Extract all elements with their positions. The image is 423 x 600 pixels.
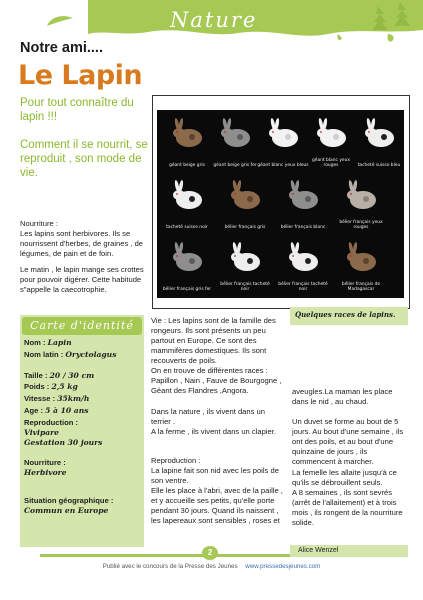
rabbit-photo-cell xyxy=(161,174,213,230)
identity-field xyxy=(24,458,142,478)
right-paragraph-2: Un duvet se forme au bout de 5 jours. Au bout d'une semaine , ils ont des poils, et au bout d'une quinzaine de jours , ils commencent à marcher. xyxy=(292,417,404,466)
footer-rule xyxy=(40,554,290,557)
identity-field-value: Lapin xyxy=(47,338,72,347)
rabbit-photo-cell xyxy=(219,174,271,230)
footer-credit xyxy=(0,563,423,570)
kicker: Notre ami.... xyxy=(20,40,103,56)
identity-field-key: Situation géographique : xyxy=(24,496,114,505)
rabbit-breed-label: tacheté suisse noir xyxy=(166,225,208,230)
identity-field-key: Reproduction : xyxy=(24,418,78,427)
identity-field xyxy=(24,338,142,348)
identity-field-value: Oryctolagus xyxy=(65,350,117,359)
footer-link[interactable]: www.pressedesjeunes.com xyxy=(245,563,321,570)
identity-field xyxy=(24,371,142,381)
rabbit-breed-label: bélier français tacheté noir xyxy=(220,282,270,292)
rabbit-breeds-photo xyxy=(152,95,410,309)
rabbit-breed-label: bélier français gris xyxy=(224,225,266,230)
rabbit-photo-cell xyxy=(209,112,261,168)
rabbit-icon xyxy=(287,180,321,210)
identity-field-key: Nom latin : xyxy=(24,350,66,359)
rabbit-photo-cell xyxy=(161,236,213,292)
matin-text: Le matin , le lapin mange ses crottes pour pouvoir digérer. Cette habitude s"appelle la caecotrophie. xyxy=(20,265,144,294)
identity-card-header xyxy=(22,317,142,335)
section-title: Nature xyxy=(170,8,258,32)
identity-field-key: Age : xyxy=(24,406,46,415)
identity-field-value: Commun en Europe xyxy=(24,506,109,515)
page-number: 2 xyxy=(207,548,213,557)
rabbit-photo-cell xyxy=(257,112,309,168)
identity-field-value: Herbivore xyxy=(24,468,67,477)
rabbit-photo-cell xyxy=(335,236,387,292)
identity-field-key: Vitesse : xyxy=(24,394,58,403)
identity-field xyxy=(24,496,142,516)
identity-field xyxy=(24,382,142,392)
vie-paragraph: Vie : Les lapins sont de la famille des rongeurs. Ils sont présents un peu partout en Europe. Ce sont des mammifères domestiques. Ils sont recouverts de poils. xyxy=(151,316,276,365)
identity-field-key: Nourriture : xyxy=(24,458,66,467)
identity-field-value: 5 à 10 ans xyxy=(45,406,89,415)
page-title: Le Lapin xyxy=(18,60,143,91)
rabbit-icon xyxy=(229,180,263,210)
nature-paragraph: Dans la nature , ils vivent dans un terrier . A la ferme , ils vivent dans un clapier. xyxy=(151,407,276,436)
rabbit-photo-cell xyxy=(277,174,329,230)
rabbit-photo-cell xyxy=(353,112,405,168)
identity-field-value: Vivipare Gestation 30 jours xyxy=(24,428,103,447)
footer-credit-text: Publié avec le concours de la Presse des Jeunes xyxy=(102,563,238,570)
identity-card-title: Carte d'identité xyxy=(30,319,134,332)
right-paragraph-1: aveugles.La maman les place dans le nid , au chaud. xyxy=(292,387,393,406)
races-paragraph: On en trouve de différentes races : Papillon , Nain , Fauve de Bourgogne , Géant des Flandres ,Angora. xyxy=(151,366,282,395)
rabbit-breed-label: tacheté suisse bleu xyxy=(357,163,401,168)
rabbit-icon xyxy=(315,118,349,148)
reproduction-paragraph: Reproduction : La lapine fait son nid avec les poils de son ventre. Elle les place à l'abri, avec de la paille , et y accueille ses petits, qu'elle porte pendant 30 jours. Quand ils naissent , les lapereaux sont sensibles , roses et xyxy=(151,456,283,525)
identity-field-value: 2,5 kg xyxy=(51,382,78,391)
rabbit-icon xyxy=(267,118,301,148)
identity-field xyxy=(24,394,142,404)
identity-field xyxy=(24,406,142,416)
lead-text-1: Pour tout connaître du lapin !!! xyxy=(20,97,134,123)
rabbit-icon xyxy=(171,118,205,148)
rabbit-breed-label: bélier français de Madagascar xyxy=(341,282,381,292)
rabbit-breed-label: bélier français blanc xyxy=(280,225,326,230)
rabbit-icon xyxy=(171,180,205,210)
nourriture-text: Nourriture : Les lapins sont herbivores. Ils se nourrissent d'herbes, de graines , de légumes, de pain et de foin. xyxy=(20,219,144,258)
rabbit-photo-cell xyxy=(335,174,387,230)
rabbit-breed-label: géant beige gris xyxy=(169,163,205,168)
identity-field xyxy=(24,418,142,448)
rabbit-icon xyxy=(363,118,397,148)
identity-field-value: 20 / 30 cm xyxy=(49,371,95,380)
rabbit-breed-label: bélier français tacheté noir xyxy=(278,282,328,292)
identity-field-key: Poids : xyxy=(24,382,52,391)
right-paragraph-3: La femelle les allaite jusqu'à ce qu'ils se débrouillent seuls. A 8 semaines , ils sont sevrés (arrêt de l'allaitement) et à trois mois , ils rongent de la nourriture solide. xyxy=(292,468,403,527)
rabbit-icon xyxy=(171,242,205,272)
page-number-badge xyxy=(202,546,218,560)
rabbit-breed-label: géant beige gris fer xyxy=(213,163,257,168)
identity-field-key: Nom : xyxy=(24,338,48,347)
identity-field-value: 35km/h xyxy=(57,394,90,403)
rabbit-breed-label: géant blanc yeux bleus xyxy=(257,163,309,168)
rabbit-breed-label: géant blanc yeux rouges xyxy=(311,158,351,168)
rabbit-breed-label: bélier français yeux rouges xyxy=(339,220,383,230)
photo-caption: Quelques races de lapins. xyxy=(295,310,396,319)
rabbit-icon xyxy=(287,242,321,272)
author-name: Alice Wenzel xyxy=(298,547,339,554)
rabbit-icon xyxy=(229,242,263,272)
rabbit-photo-cell xyxy=(161,112,213,168)
rabbit-icon xyxy=(219,118,253,148)
rabbit-breed-label: bélier français gris fer xyxy=(162,287,212,292)
rabbit-icon xyxy=(345,242,379,272)
photo-grid xyxy=(157,110,404,298)
identity-field-key: Taille : xyxy=(24,371,50,380)
rabbit-photo-cell xyxy=(219,236,271,292)
rabbit-icon xyxy=(345,180,379,210)
identity-field xyxy=(24,350,142,360)
rabbit-photo-cell xyxy=(277,236,329,292)
rabbit-photo-cell xyxy=(305,112,357,168)
lead-text-2: Comment il se nourrit, se reproduit , son mode de vie. xyxy=(20,139,148,179)
leaf-icon xyxy=(45,14,75,28)
